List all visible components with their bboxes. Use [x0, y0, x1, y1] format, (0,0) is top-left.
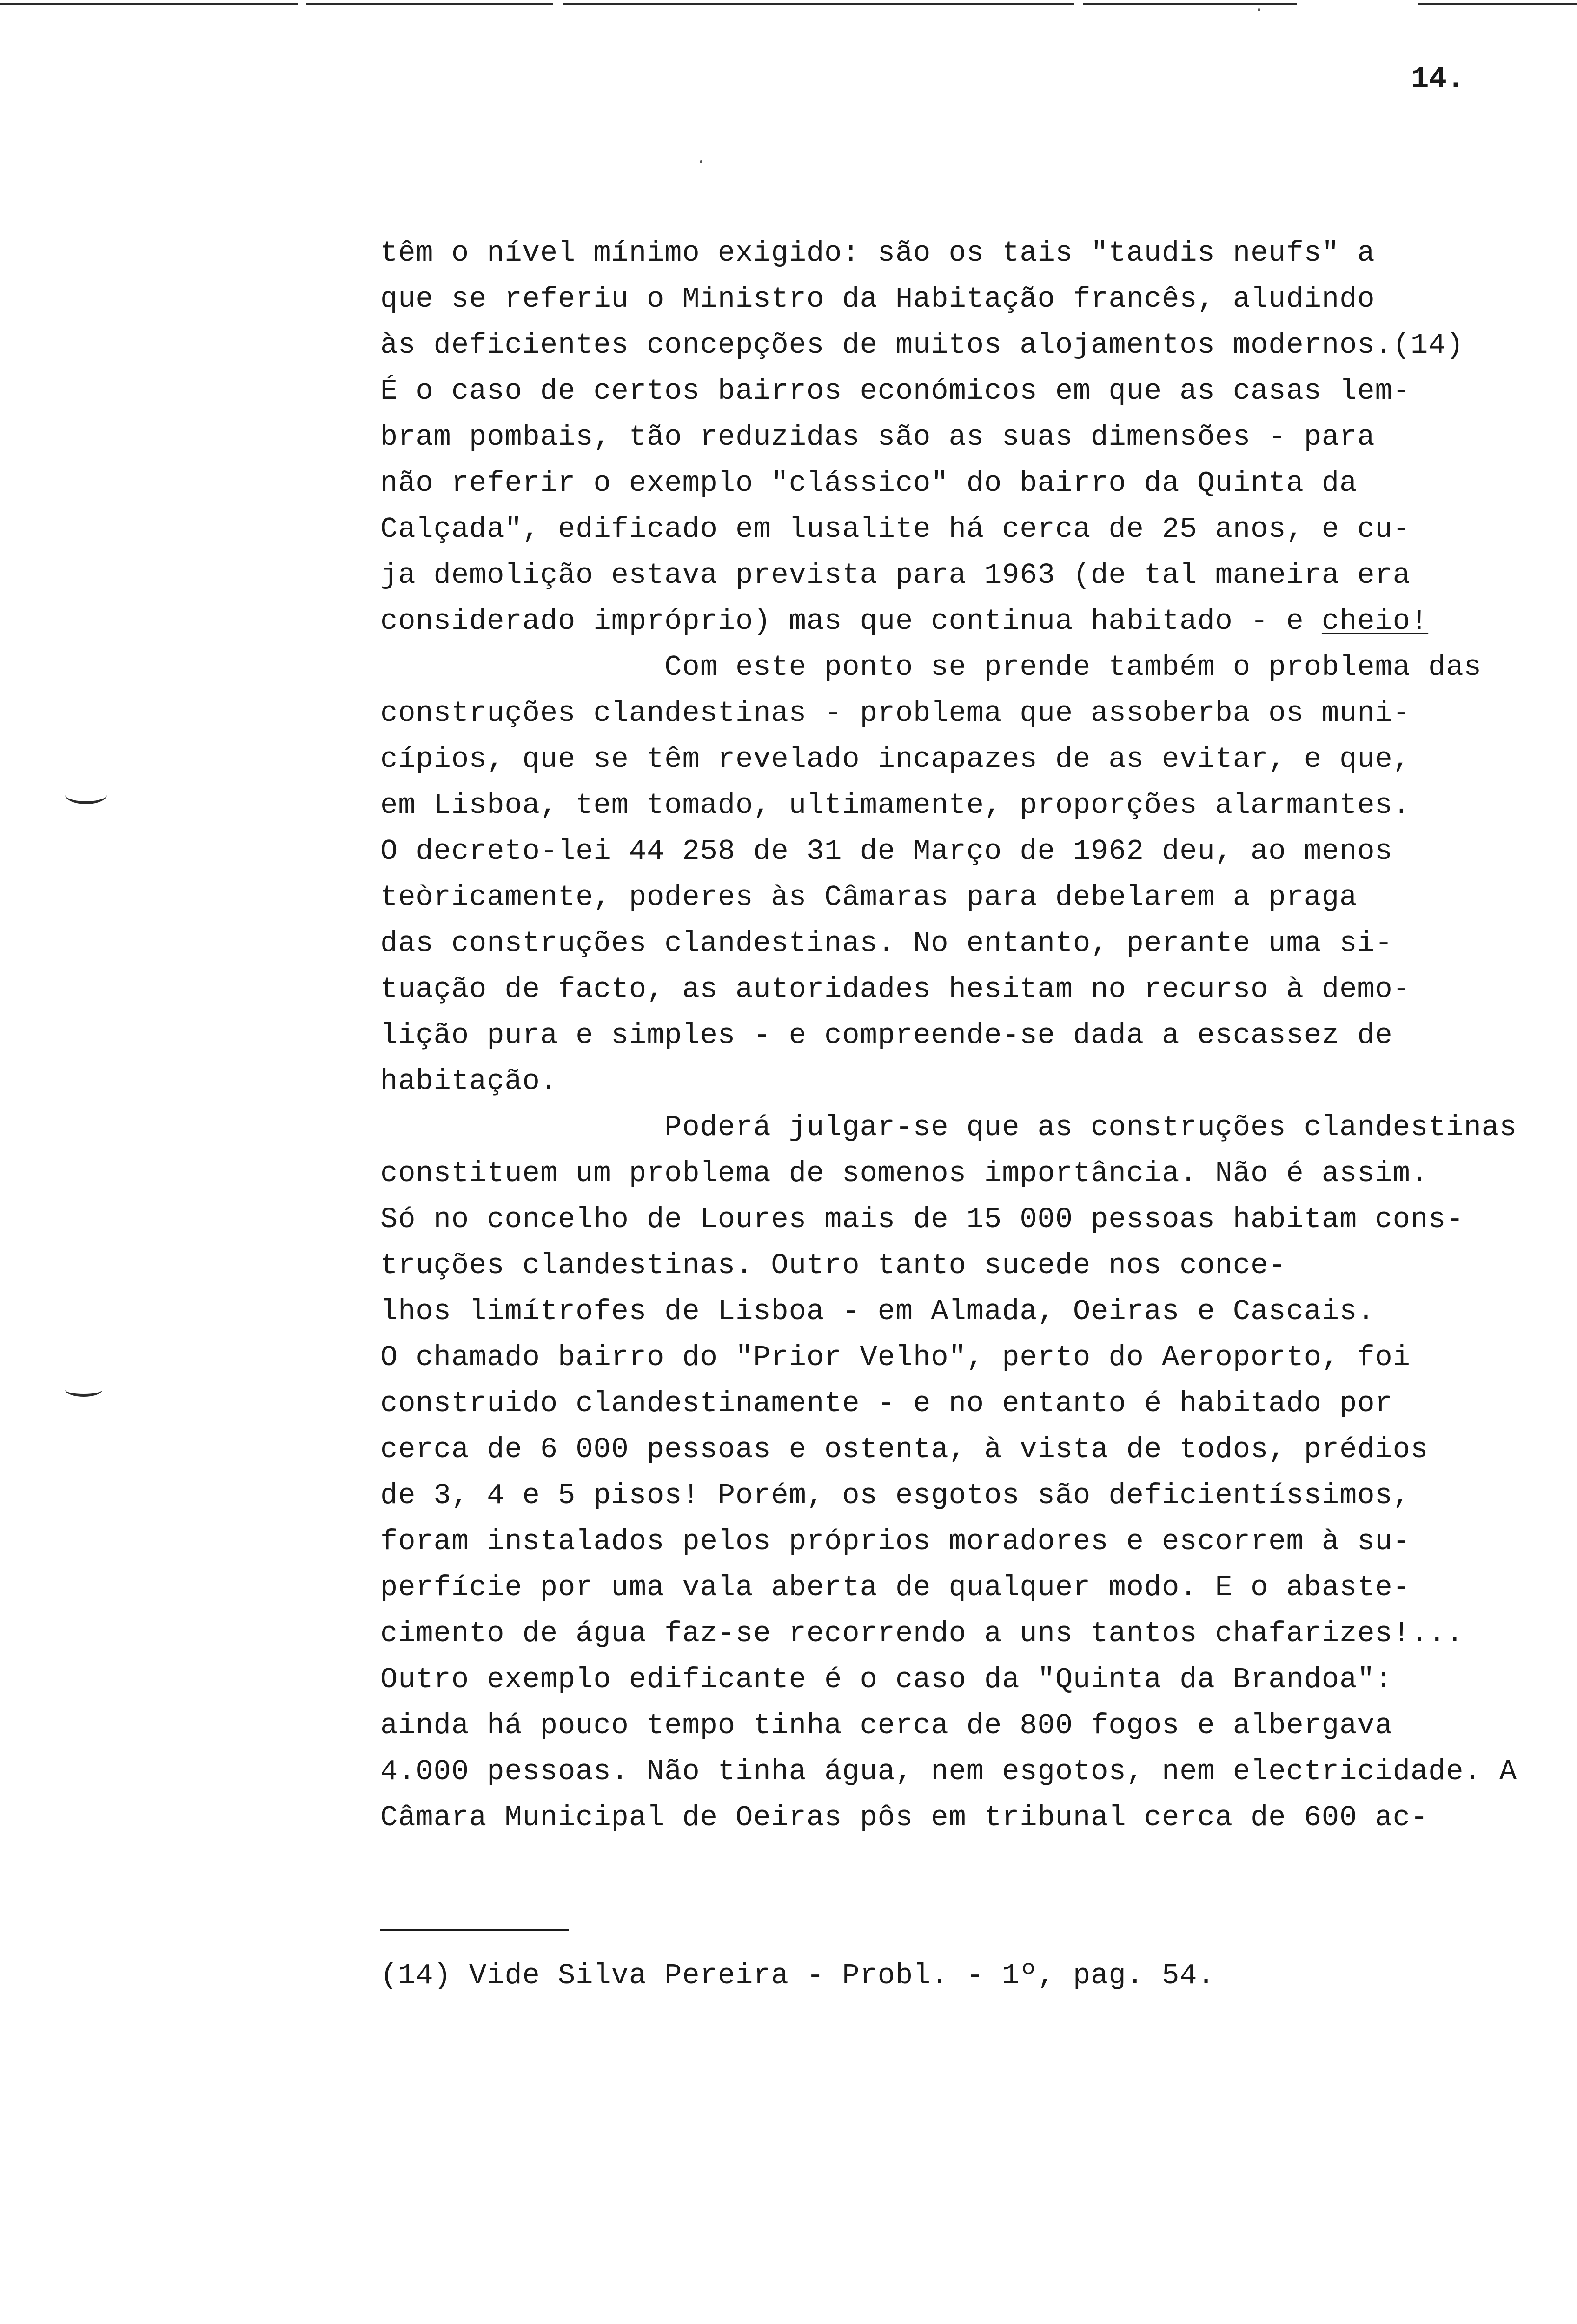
text-line: Outro exemplo edificante é o caso da "Quinta da Brandoa": — [380, 1663, 1393, 1696]
text-line: O decreto-lei 44 258 de 31 de Março de 1962 deu, ao menos — [380, 835, 1393, 868]
text-line: É o caso de certos bairros económicos em que as casas lem- — [380, 375, 1411, 408]
text-line: tuação de facto, as autoridades hesitam no recurso à demo- — [380, 973, 1411, 1006]
text-line: Câmara Municipal de Oeiras pôs em tribunal cerca de 600 ac- — [380, 1801, 1429, 1834]
text-line: construções clandestinas - problema que assoberba os muni- — [380, 697, 1411, 730]
text-line: que se referiu o Ministro da Habitação francês, aludindo — [380, 283, 1375, 316]
page-number: 14. — [1411, 63, 1465, 96]
text-line: construido clandestinamente - e no entanto é habitado por — [380, 1387, 1393, 1420]
text-line: de 3, 4 e 5 pisos! Porém, os esgotos são deficientíssimos, — [380, 1479, 1411, 1512]
text-line: ainda há pouco tempo tinha cerca de 800 fogos e albergava — [380, 1709, 1393, 1742]
text-line: Com este ponto se prende também o problema das — [380, 651, 1482, 684]
text-line: O chamado bairro do "Prior Velho", perto do Aeroporto, foi — [380, 1341, 1411, 1374]
text-line: das construções clandestinas. No entanto, perante uma si- — [380, 927, 1393, 960]
text-line: não referir o exemplo "clássico" do bairro da Quinta da — [380, 467, 1358, 500]
underlined-word: cheio! — [1321, 605, 1429, 638]
text-line-start: considerado impróprio) mas que continua habitado - e — [380, 605, 1322, 638]
speck — [700, 160, 702, 163]
text-line: em Lisboa, tem tomado, ultimamente, proporções alarmantes. — [380, 789, 1411, 822]
text-line: truções clandestinas. Outro tanto sucede nos conce- — [380, 1249, 1286, 1282]
text-line: foram instalados pelos próprios moradores e escorrem à su- — [380, 1525, 1411, 1558]
body-text — [380, 230, 1570, 1841]
text-line: Só no concelho de Loures mais de 15 000 pessoas habitam cons- — [380, 1203, 1464, 1236]
text-line: cimento de água faz-se recorrendo a uns tantos chafarizes!... — [380, 1617, 1464, 1650]
text-line: cípios, que se têm revelado incapazes de as evitar, e que, — [380, 743, 1411, 776]
text-line: têm o nível mínimo exigido: são os tais "taudis neufs" a — [380, 237, 1375, 270]
footnote-separator — [380, 1929, 569, 1931]
paragraph-1 — [380, 230, 1570, 644]
margin-mark — [65, 1383, 102, 1397]
text-line: constituem um problema de somenos importância. Não é assim. — [380, 1157, 1429, 1190]
text-line: cerca de 6 000 pessoas e ostenta, à vista de todos, prédios — [380, 1433, 1429, 1466]
text-line: 4.000 pessoas. Não tinha água, nem esgotos, nem electricidade. A — [380, 1755, 1517, 1788]
text-line: Poderá julgar-se que as construções clandestinas — [380, 1111, 1517, 1144]
text-line: ja demolição estava prevista para 1963 (de tal maneira era — [380, 559, 1411, 592]
top-border-rule — [0, 3, 1577, 5]
text-line: habitação. — [380, 1065, 558, 1098]
text-line: perfície por uma vala aberta de qualquer modo. E o abaste- — [380, 1571, 1411, 1604]
text-line: teòricamente, poderes às Câmaras para debelarem a praga — [380, 881, 1358, 914]
text-line: Calçada", edificado em lusalite há cerca de 25 anos, e cu- — [380, 513, 1411, 546]
text-line: às deficientes concepções de muitos alojamentos modernos.(14) — [380, 329, 1464, 362]
text-line: lhos limítrofes de Lisboa - em Almada, Oeiras e Cascais. — [380, 1295, 1375, 1328]
text-line — [380, 598, 1570, 644]
margin-mark — [65, 786, 107, 804]
paragraph-3 — [380, 1104, 1570, 1841]
text-line: bram pombais, tão reduzidas são as suas dimensões - para — [380, 421, 1375, 454]
paragraph-2 — [380, 644, 1570, 1104]
speck — [1258, 8, 1260, 11]
text-line: lição pura e simples - e compreende-se dada a escassez de — [380, 1019, 1393, 1052]
footnote: (14) Vide Silva Pereira - Probl. - 1º, pag. 54. — [380, 1959, 1215, 1992]
